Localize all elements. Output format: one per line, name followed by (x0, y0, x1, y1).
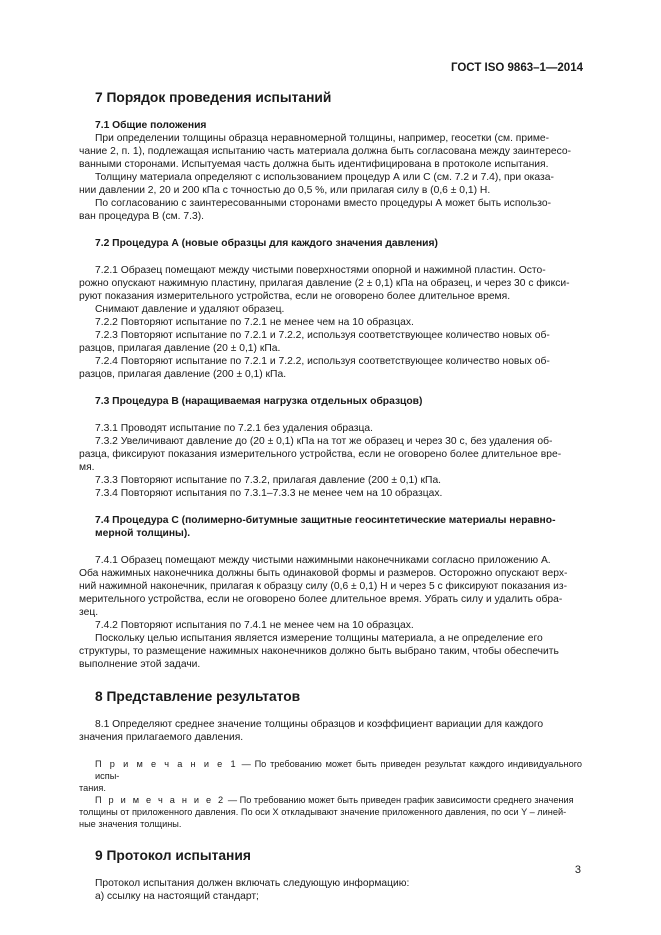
paragraph: ванными сторонами. Испытуемая часть должна быть идентифицирована в протоколе испытания. (79, 159, 549, 170)
paragraph: руют показания измерительного устройства, если не оговорено более длительное время. (79, 291, 511, 302)
note-text: — По требованию может быть приведен график зависимости среднего значения (227, 795, 574, 805)
paragraph: мя. (79, 462, 95, 473)
note-2 (95, 794, 582, 806)
note-2-cont: ные значения толщины. (79, 819, 182, 829)
paragraph: 7.2.2 Повторяют испытание по 7.2.1 не менее чем на 10 образцах. (95, 317, 414, 328)
section-8-title: 8 Представление результатов (95, 689, 301, 704)
paragraph: 7.4.1 Образец помещают между чистыми нажимными наконечниками согласно приложению А. (95, 555, 551, 566)
note-text: — По требованию может быть приведен результат каждого индивидуального испы- (95, 759, 582, 781)
paragraph: ван процедура В (см. 7.3). (79, 211, 205, 222)
page-content (79, 86, 582, 903)
paragraph: структуры, то размещение нажимных наконечников должно быть выбрано таким, чтобы обеспечить (79, 646, 559, 657)
paragraph: разцов, прилагая давление (200 ± 0,1) кПа. (79, 369, 287, 380)
note-label: П р и м е ч а н и е 2 (95, 795, 226, 805)
paragraph: значения прилагаемого давления. (79, 732, 244, 743)
paragraph: По согласованию с заинтересованными сторонами вместо процедуры А может быть использо- (95, 198, 552, 209)
paragraph: рожно опускают нажимную пластину, прилагая давление (2 ± 0,1) кПа на образец, и через 30 с фикси- (79, 278, 570, 289)
section-7-4-title: 7.4 Процедура С (полимерно-битумные защитные геосинтетические материалы неравно- (95, 515, 556, 526)
note-2-cont: толщины от приложенного давления. По оси X откладывают значение приложенного давления, по оси Y – линей- (79, 807, 567, 817)
paragraph: 7.4.2 Повторяют испытания по 7.4.1 не менее чем на 10 образцах. (95, 620, 414, 631)
paragraph: чание 2, п. 1), подлежащая испытанию часть материала должна быть согласована между заинтересо- (79, 146, 572, 157)
section-7-title: 7 Порядок проведения испытаний (95, 90, 332, 105)
paragraph: 8.1 Определяют среднее значение толщины образцов и коэффициент вариации для каждого (95, 719, 544, 730)
paragraph: разцов, прилагая давление (20 ± 0,1) кПа. (79, 343, 281, 354)
paragraph: 7.3.2 Увеличивают давление до (20 ± 0,1) кПа на тот же образец и через 30 с, без удаления об- (95, 436, 553, 447)
section-7-3-title: 7.3 Процедура В (наращиваемая нагрузка отдельных образцов) (95, 396, 423, 407)
paragraph: 7.2.1 Образец помещают между чистыми поверхностями опорной и нажимной пластин. Осто- (95, 265, 546, 276)
page-number: 3 (574, 864, 581, 876)
paragraph: Толщину материала определяют с использованием процедур А или С (см. 7.2 и 7.4), при оказа- (95, 172, 554, 183)
note-1-cont: тания. (79, 783, 106, 793)
section-7-2-title: 7.2 Процедура А (новые образцы для каждого значения давления) (95, 238, 438, 249)
paragraph: ний нажимной наконечник, прилагая к образцу силу (0,6 ± 0,1) Н и через 5 с фиксируют показания из- (79, 581, 567, 592)
section-7-4-title-cont: мерной толщины). (95, 528, 191, 539)
paragraph: Протокол испытания должен включать следующую информацию: (95, 878, 410, 889)
paragraph: выполнение этой задачи. (79, 659, 201, 670)
paragraph: 7.2.4 Повторяют испытание по 7.2.1 и 7.2.2, используя соответствующее количество новых об- (95, 356, 550, 367)
paragraph: разца, фиксируют показания измерительного устройства, если не оговорено более длительное вре- (79, 449, 562, 460)
paragraph: При определении толщины образца неравномерной толщины, например, геосетки (см. приме- (95, 133, 550, 144)
paragraph: Снимают давление и удаляют образец. (95, 304, 285, 315)
paragraph: 7.3.4 Повторяют испытания по 7.3.1–7.3.3 не менее чем на 10 образцах. (95, 488, 443, 499)
paragraph: мерительного устройства, если не оговорено более длительное время. Убрать силу и удалить обра- (79, 594, 563, 605)
note-label: П р и м е ч а н и е 1 (95, 759, 238, 769)
paragraph: Оба нажимных наконечника должны быть одинаковой формы и размеров. Осторожно опускают верх- (79, 568, 568, 579)
standard-designation: ГОСТ ISO 9863–1—2014 (450, 62, 583, 74)
section-7-1-title: 7.1 Общие положения (95, 120, 207, 131)
paragraph: Поскольку целью испытания является измерение толщины материала, а не определение его (95, 633, 543, 644)
paragraph: 7.3.3 Повторяют испытание по 7.3.2, прилагая давление (200 ± 0,1) кПа. (95, 475, 442, 486)
note-1 (95, 758, 582, 782)
list-item: а) ссылку на настоящий стандарт; (95, 891, 259, 902)
paragraph: 7.2.3 Повторяют испытание по 7.2.1 и 7.2.2, используя соответствующее количество новых об- (95, 330, 550, 341)
section-9-title: 9 Протокол испытания (95, 848, 251, 863)
paragraph: 7.3.1 Проводят испытание по 7.2.1 без удаления образца. (95, 423, 373, 434)
paragraph: зец. (79, 607, 99, 618)
paragraph: нии давлении 2, 20 и 200 кПа с точностью до 0,5 %, или прилагая силу в (0,6 ± 0,1) Н. (79, 185, 491, 196)
